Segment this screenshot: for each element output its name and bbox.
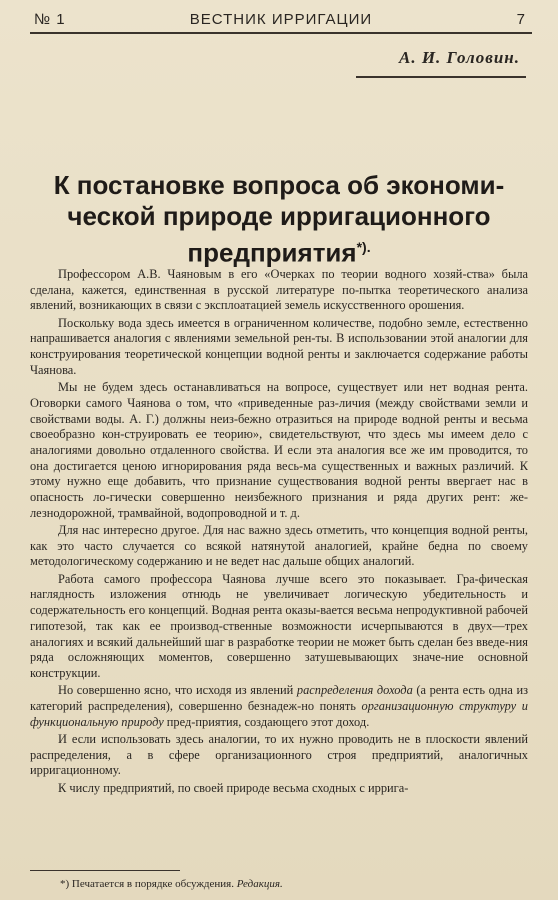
footnote-marker: *). (356, 239, 371, 255)
footnote-rule (30, 870, 180, 871)
paragraph-7: И если использовать здесь аналогии, то их нужно проводить не в плоскости явлений распределения, а в сфере организационного строя предприятий, аналогичных ирригационному. (30, 731, 528, 778)
title-line-3-text: предприятия (187, 237, 357, 268)
author-name: А. И. Головин. (399, 48, 520, 67)
paragraph-6 (30, 683, 528, 730)
emphasis-distribution: распределения дохода (296, 683, 413, 698)
title-line-3 (16, 232, 542, 269)
author-rule (356, 76, 526, 78)
emphasis-structure: организационную структуру и функциональную природу (30, 698, 529, 729)
paragraph-1: Профессором А.В. Чаяновым в его «Очерках по теории водного хозяй-ства» была сделана, кажется, единственная в русской литературе по-пытка теоретического анализа явлений, возникающих в связи с эксплоатацией земель искусственного орошения. (30, 267, 528, 313)
paragraph-6-part-3: пред-приятия, создающего этот доход. (163, 714, 370, 729)
article-body (30, 267, 528, 798)
article-title (16, 170, 542, 269)
paragraph-8: К числу предприятий, по своей природе весьма сходных с ирригa- (58, 780, 409, 795)
paragraph-4: Для нас интересно другое. Для нас важно здесь отметить, что концепция водной ренты, как это часто случается со всякой натянутой аналогией, крайне бедна по своему методологическому содержанию и не ведет нас дальше общих аналогий. (30, 523, 528, 569)
paragraph-3: Мы не будем здесь останавливаться на вопросе, существует или нет водная рента. Оговорки самого Чаянова о том, что «приведенные раз-личия (между свойствами земли и свойствами воды. А. Г.) должны неиз-бежно отразиться на природе водной ренты и весьма своеобразно кон-струировать ее теорию», свидетельствуют, что здесь мы имеем дело с аналогиями довольно отдаленного свойства. И если эта аналогия все же им проводится, то она достигается ценою игнорирования ряда весь-ма существенных и важных различий. К этому нужно еще добавить, что признание существования водной ренты ввергает нас в опасность ло-гически совершенно неизбежного признания и ряда других рент: же-лезнодорожной, трамвайной, водопроводной и т. д. (30, 380, 528, 520)
journal-title: ВЕСТНИК ИРРИГАЦИИ (189, 11, 373, 28)
running-header (30, 6, 532, 34)
title-line-1: К постановке вопроса об экономи- (53, 170, 505, 200)
footnote-editor: Редакция. (236, 878, 283, 890)
page-number: 7 (516, 11, 526, 28)
paragraph-6-part-1: Но совершенно ясно, что исходя из явлений (58, 683, 297, 698)
paragraph-5: Работа самого профессора Чаянова лучше всего это показывает. Гра-фическая наглядность изложения отнюдь не увеличивает логическую убедительность и содержательность его концепций. Водная рента оказы-вается весьма непродуктивной рабочей гипотезой, так как ее производ-ственные возможности исчерпываются в двух—трех аналогиях и всякий дальнейший шаг в разработке теории не может быть сделан без введе-ния ряда осложняющих моментов, совершенно затушевывающих значе-ние основной конструкции. (30, 571, 528, 680)
paragraph-2: Поскольку вода здесь имеется в ограниченном количестве, подобно земле, естественно напрашивается аналогия с явлениями земельной рен-ты. В использовании этой аналогии для конструирования теоретической концепции водной ренты и заключается содержание работы Чаянова. (30, 315, 528, 377)
footnote (60, 878, 283, 890)
issue-number: № 1 (34, 11, 66, 28)
footnote-text: *) Печатается в порядке обсуждения. (60, 878, 237, 890)
title-line-2: ческой природе ирригационного (67, 201, 491, 231)
paragraph-6-part-2: (а рента есть одна из категорий распределения), совершенно безнадеж-но понять (30, 683, 528, 713)
